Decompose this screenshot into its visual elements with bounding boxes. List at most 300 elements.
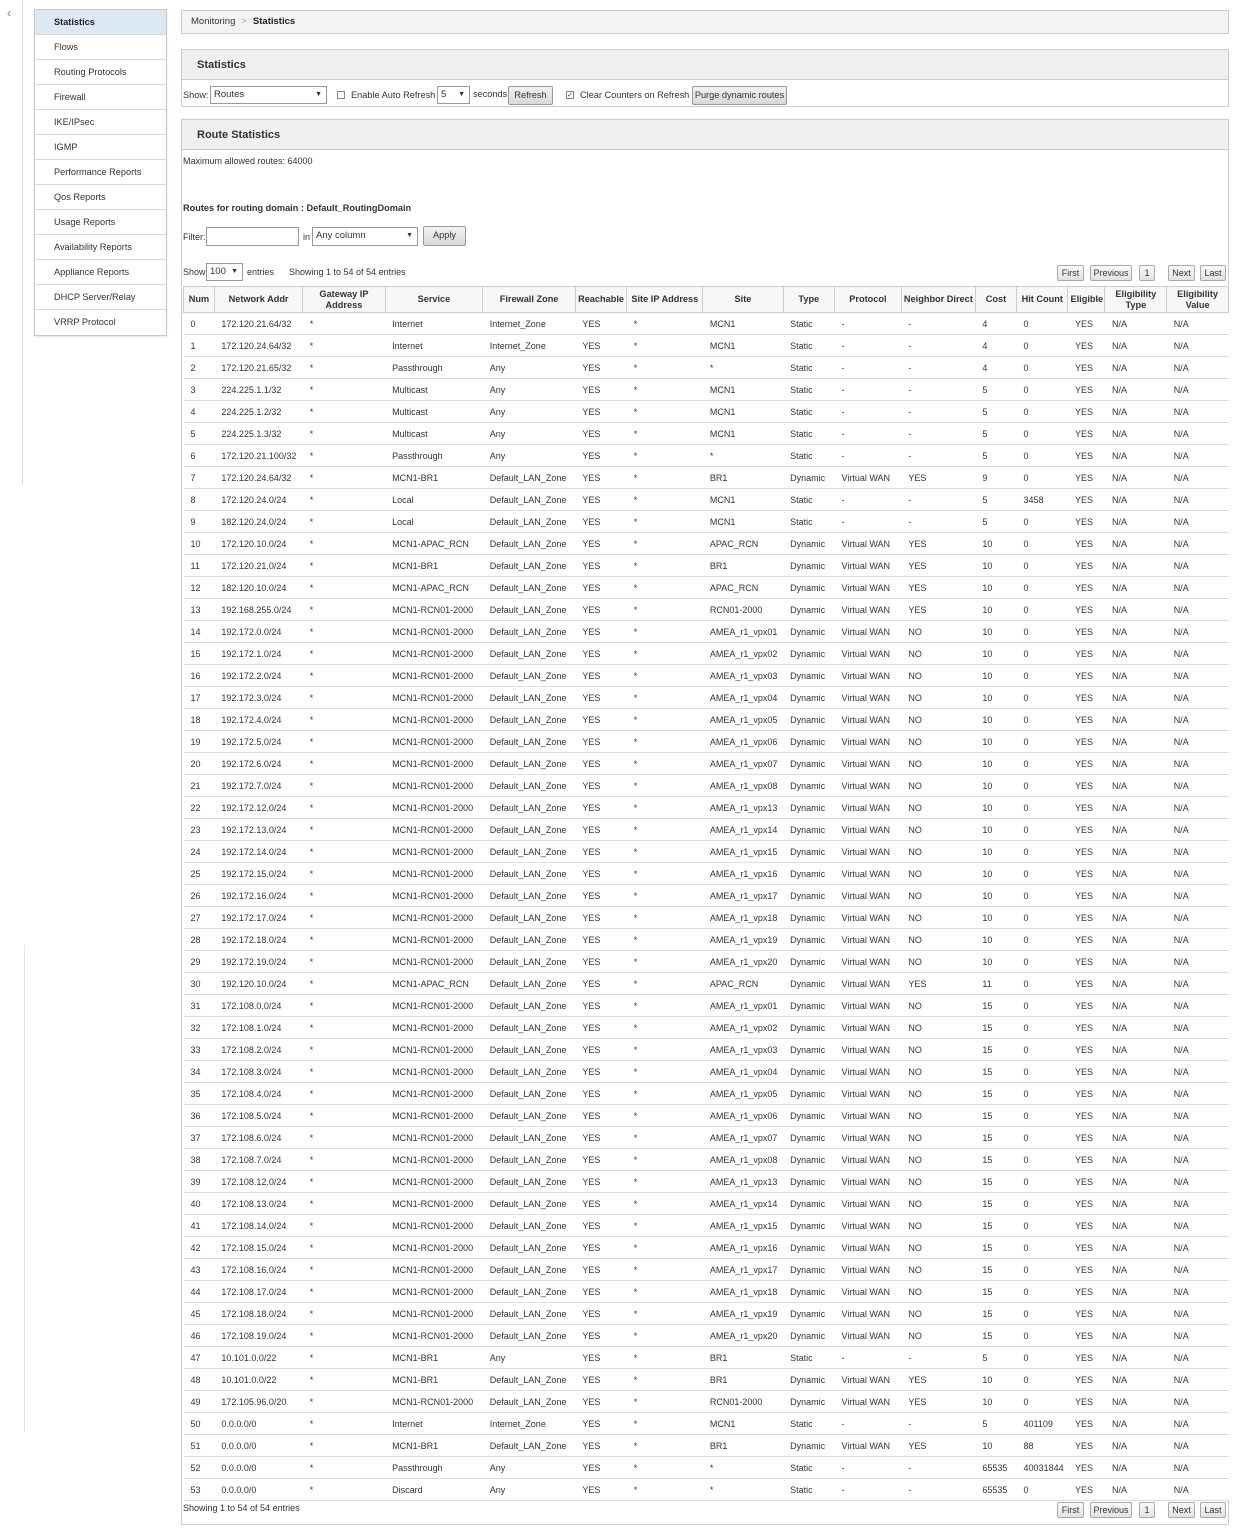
table-row[interactable]	[184, 775, 1229, 797]
table-cell: 65535	[975, 1479, 1016, 1501]
table-row[interactable]	[184, 973, 1229, 995]
table-cell: AMEA_r1_vpx02	[703, 1017, 783, 1039]
table-row[interactable]	[184, 1061, 1229, 1083]
table-row[interactable]	[184, 533, 1229, 555]
table-cell: Virtual WAN	[835, 1127, 902, 1149]
table-cell: 32	[184, 1017, 215, 1039]
table-cell: *	[627, 1127, 703, 1149]
table-row[interactable]	[184, 335, 1229, 357]
table-cell: *	[627, 1281, 703, 1303]
table-cell: Static	[783, 1347, 834, 1369]
table-cell: MCN1	[703, 335, 783, 357]
table-cell: 192.172.7.0/24	[214, 775, 302, 797]
table-cell: *	[627, 753, 703, 775]
column-header-eligibility-value[interactable]: Eligibility Value	[1167, 287, 1229, 313]
table-cell: MCN1-RCN01-2000	[385, 841, 483, 863]
sidebar-item-availability-reports[interactable]: Availability Reports	[35, 235, 166, 260]
table-row[interactable]	[184, 951, 1229, 973]
sidebar-item-performance-reports[interactable]: Performance Reports	[35, 160, 166, 185]
table-cell: 401109	[1017, 1413, 1068, 1435]
table-cell: Default_LAN_Zone	[483, 797, 576, 819]
column-header-network-addr[interactable]: Network Addr	[214, 287, 302, 313]
table-cell: *	[303, 841, 385, 863]
table-cell: 0	[1017, 445, 1068, 467]
table-cell: YES	[575, 379, 626, 401]
table-cell: MCN1-RCN01-2000	[385, 951, 483, 973]
table-cell: Dynamic	[783, 1435, 834, 1457]
table-row[interactable]	[184, 1193, 1229, 1215]
table-cell: *	[627, 401, 703, 423]
table-row[interactable]	[184, 599, 1229, 621]
table-row[interactable]	[184, 1039, 1229, 1061]
column-select[interactable]	[312, 227, 418, 246]
table-row[interactable]	[184, 511, 1229, 533]
pagination-last-button-bottom[interactable]: Last	[1200, 1502, 1226, 1518]
sidebar-item-flows[interactable]: Flows	[35, 35, 166, 60]
showing-entries-top: Showing 1 to 54 of 54 entries	[289, 267, 406, 277]
table-cell: N/A	[1105, 929, 1167, 951]
column-header-type[interactable]: Type	[783, 287, 834, 313]
table-cell: Dynamic	[783, 797, 834, 819]
table-cell: MCN1-RCN01-2000	[385, 1325, 483, 1347]
table-cell: AMEA_r1_vpx07	[703, 1127, 783, 1149]
clear-counters-label: Clear Counters on Refresh	[580, 90, 690, 100]
table-row[interactable]	[184, 1325, 1229, 1347]
filter-input[interactable]	[206, 227, 299, 246]
table-cell: 182.120.24.0/24	[214, 511, 302, 533]
sidebar-item-firewall[interactable]: Firewall	[35, 85, 166, 110]
column-header-service[interactable]: Service	[385, 287, 483, 313]
table-cell: AMEA_r1_vpx13	[703, 1171, 783, 1193]
table-cell: N/A	[1167, 1479, 1229, 1501]
clear-counters-checkbox[interactable]: ✓	[567, 92, 573, 99]
table-cell: *	[627, 643, 703, 665]
table-row[interactable]	[184, 863, 1229, 885]
table-cell: 0	[1017, 995, 1068, 1017]
table-cell: *	[303, 1039, 385, 1061]
table-cell: -	[901, 335, 975, 357]
auto-refresh-checkbox[interactable]	[337, 91, 345, 99]
breadcrumb-monitoring-link[interactable]: Monitoring	[191, 16, 236, 27]
table-row[interactable]	[184, 489, 1229, 511]
table-cell: 0	[1017, 907, 1068, 929]
table-cell: Virtual WAN	[835, 1039, 902, 1061]
table-cell: 39	[184, 1171, 215, 1193]
table-cell: Virtual WAN	[835, 1391, 902, 1413]
table-cell: N/A	[1105, 577, 1167, 599]
table-row[interactable]	[184, 1215, 1229, 1237]
table-cell: Dynamic	[783, 929, 834, 951]
table-cell: AMEA_r1_vpx20	[703, 951, 783, 973]
table-cell: Default_LAN_Zone	[483, 1391, 576, 1413]
table-row[interactable]	[184, 885, 1229, 907]
table-row[interactable]	[184, 555, 1229, 577]
table-cell: Virtual WAN	[835, 929, 902, 951]
table-cell: MCN1-RCN01-2000	[385, 1039, 483, 1061]
table-cell: *	[303, 1413, 385, 1435]
table-cell: MCN1-RCN01-2000	[385, 1083, 483, 1105]
table-row[interactable]	[184, 1413, 1229, 1435]
table-cell: Dynamic	[783, 1083, 834, 1105]
table-row[interactable]	[184, 753, 1229, 775]
table-cell: YES	[575, 973, 626, 995]
table-row[interactable]	[184, 1457, 1229, 1479]
column-header-reachable[interactable]: Reachable	[575, 287, 626, 313]
table-cell: *	[627, 1325, 703, 1347]
table-cell: Dynamic	[783, 1303, 834, 1325]
column-header-gateway-ip-address[interactable]: Gateway IP Address	[303, 287, 385, 313]
table-row[interactable]	[184, 1149, 1229, 1171]
table-cell: 0	[1017, 1303, 1068, 1325]
pagination-first-button[interactable]: First	[1057, 265, 1084, 281]
routes-table	[183, 286, 1229, 1501]
table-row[interactable]	[184, 357, 1229, 379]
table-cell: AMEA_r1_vpx16	[703, 863, 783, 885]
table-cell: N/A	[1105, 1237, 1167, 1259]
table-cell: N/A	[1167, 841, 1229, 863]
column-header-cost[interactable]: Cost	[975, 287, 1016, 313]
table-row[interactable]	[184, 1017, 1229, 1039]
table-row[interactable]	[184, 379, 1229, 401]
table-cell: NO	[901, 1281, 975, 1303]
table-cell: *	[627, 577, 703, 599]
table-cell: 0	[1017, 621, 1068, 643]
table-cell: YES	[1068, 555, 1105, 577]
table-cell: Internet	[385, 313, 483, 335]
table-cell: YES	[575, 797, 626, 819]
table-cell: Virtual WAN	[835, 621, 902, 643]
table-cell: AMEA_r1_vpx01	[703, 995, 783, 1017]
table-row[interactable]	[184, 1237, 1229, 1259]
table-cell: YES	[1068, 1039, 1105, 1061]
table-row[interactable]	[184, 1479, 1229, 1501]
table-row[interactable]	[184, 401, 1229, 423]
table-cell: *	[303, 313, 385, 335]
table-row[interactable]	[184, 1105, 1229, 1127]
table-row[interactable]	[184, 1171, 1229, 1193]
table-cell: 10	[975, 1391, 1016, 1413]
table-cell: 192.120.10.0/24	[214, 973, 302, 995]
table-cell: *	[627, 357, 703, 379]
table-cell: *	[627, 973, 703, 995]
table-cell: YES	[575, 1017, 626, 1039]
table-cell: 50	[184, 1413, 215, 1435]
table-row[interactable]	[184, 1303, 1229, 1325]
table-cell: N/A	[1105, 951, 1167, 973]
column-header-neighbor-direct[interactable]: Neighbor Direct	[901, 287, 975, 313]
table-cell: N/A	[1167, 885, 1229, 907]
entries-select-value: 100	[210, 266, 226, 277]
table-cell: Internet	[385, 335, 483, 357]
table-cell: 7	[184, 467, 215, 489]
column-header-num[interactable]: Num	[184, 287, 215, 313]
table-cell: N/A	[1167, 775, 1229, 797]
table-cell: YES	[901, 973, 975, 995]
column-header-eligibility-type[interactable]: Eligibility Type	[1105, 287, 1167, 313]
column-header-site[interactable]: Site	[703, 287, 783, 313]
table-cell: Virtual WAN	[835, 1149, 902, 1171]
table-cell: 172.108.18.0/24	[214, 1303, 302, 1325]
table-cell: 0	[1017, 1105, 1068, 1127]
table-cell: YES	[575, 335, 626, 357]
table-cell: 4	[975, 313, 1016, 335]
table-cell: N/A	[1167, 599, 1229, 621]
table-cell: Default_LAN_Zone	[483, 665, 576, 687]
column-header-protocol[interactable]: Protocol	[835, 287, 902, 313]
table-row[interactable]	[184, 643, 1229, 665]
table-cell: YES	[1068, 533, 1105, 555]
table-cell: YES	[1068, 401, 1105, 423]
table-cell: *	[303, 1237, 385, 1259]
table-cell: YES	[575, 401, 626, 423]
sidebar-item-dhcp-server-relay[interactable]: DHCP Server/Relay	[35, 285, 166, 310]
table-row[interactable]	[184, 1435, 1229, 1457]
table-cell: 0	[1017, 1171, 1068, 1193]
show-select[interactable]	[210, 86, 327, 104]
table-cell: 172.120.24.64/32	[214, 467, 302, 489]
table-cell: *	[303, 885, 385, 907]
table-cell: Default_LAN_Zone	[483, 1105, 576, 1127]
pagination-last-button[interactable]: Last	[1200, 265, 1226, 281]
pagination-page-button[interactable]: 1	[1139, 265, 1155, 281]
table-cell: 224.225.1.2/32	[214, 401, 302, 423]
apply-button[interactable]: Apply	[423, 226, 466, 246]
table-cell: *	[303, 1193, 385, 1215]
table-cell: 36	[184, 1105, 215, 1127]
table-cell: YES	[1068, 973, 1105, 995]
table-cell: 0	[1017, 973, 1068, 995]
sidebar-item-usage-reports[interactable]: Usage Reports	[35, 210, 166, 235]
table-cell: AMEA_r1_vpx03	[703, 1039, 783, 1061]
table-cell: YES	[575, 753, 626, 775]
table-cell: Dynamic	[783, 731, 834, 753]
table-cell: YES	[575, 357, 626, 379]
table-row[interactable]	[184, 445, 1229, 467]
table-cell: *	[303, 467, 385, 489]
table-cell: 53	[184, 1479, 215, 1501]
table-cell: N/A	[1167, 995, 1229, 1017]
table-cell: YES	[1068, 665, 1105, 687]
table-cell: NO	[901, 1171, 975, 1193]
table-cell: *	[303, 335, 385, 357]
table-cell: *	[627, 1479, 703, 1501]
table-row[interactable]	[184, 819, 1229, 841]
table-cell: YES	[575, 687, 626, 709]
table-cell: BR1	[703, 1435, 783, 1457]
table-cell: Default_LAN_Zone	[483, 753, 576, 775]
table-cell: Virtual WAN	[835, 555, 902, 577]
pagination-next-button[interactable]: Next	[1168, 265, 1195, 281]
table-cell: 14	[184, 621, 215, 643]
table-row[interactable]	[184, 929, 1229, 951]
table-cell: 0	[1017, 555, 1068, 577]
sidebar-item-igmp[interactable]: IGMP	[35, 135, 166, 160]
pagination-previous-button-bottom[interactable]: Previous	[1090, 1502, 1132, 1518]
table-cell: Virtual WAN	[835, 467, 902, 489]
table-cell: N/A	[1105, 489, 1167, 511]
table-cell: NO	[901, 841, 975, 863]
table-cell: YES	[575, 1391, 626, 1413]
table-cell: AMEA_r1_vpx08	[703, 775, 783, 797]
table-cell: 192.172.17.0/24	[214, 907, 302, 929]
table-row[interactable]	[184, 687, 1229, 709]
table-cell: Dynamic	[783, 1105, 834, 1127]
table-cell: YES	[1068, 1171, 1105, 1193]
table-row[interactable]	[184, 995, 1229, 1017]
table-row[interactable]	[184, 709, 1229, 731]
table-cell: -	[835, 445, 902, 467]
sidebar-item-ike-ipsec[interactable]: IKE/IPsec	[35, 110, 166, 135]
table-row[interactable]	[184, 423, 1229, 445]
sidebar-item-statistics[interactable]: Statistics	[35, 10, 166, 35]
table-cell: *	[627, 1435, 703, 1457]
table-cell: 47	[184, 1347, 215, 1369]
table-cell: Default_LAN_Zone	[483, 599, 576, 621]
sidebar-item-qos-reports[interactable]: Qos Reports	[35, 185, 166, 210]
column-header-eligible[interactable]: Eligible	[1068, 287, 1105, 313]
table-cell: Default_LAN_Zone	[483, 1237, 576, 1259]
table-cell: N/A	[1167, 863, 1229, 885]
table-cell: Dynamic	[783, 555, 834, 577]
table-row[interactable]	[184, 1347, 1229, 1369]
table-row[interactable]	[184, 621, 1229, 643]
show-entries-label: Show	[183, 267, 206, 277]
table-cell: Dynamic	[783, 1149, 834, 1171]
table-cell: N/A	[1167, 1413, 1229, 1435]
table-row[interactable]	[184, 907, 1229, 929]
table-cell: AMEA_r1_vpx15	[703, 841, 783, 863]
table-cell: 10	[975, 577, 1016, 599]
sidebar-item-appliance-reports[interactable]: Appliance Reports	[35, 260, 166, 285]
table-cell: YES	[1068, 1347, 1105, 1369]
table-cell: Virtual WAN	[835, 643, 902, 665]
table-cell: 10	[975, 929, 1016, 951]
table-cell: N/A	[1167, 1303, 1229, 1325]
refresh-interval-select[interactable]	[437, 86, 470, 104]
table-row[interactable]	[184, 731, 1229, 753]
table-cell: Virtual WAN	[835, 1325, 902, 1347]
pagination-previous-button[interactable]: Previous	[1090, 265, 1132, 281]
seconds-label: seconds	[473, 89, 508, 99]
table-cell: Dynamic	[783, 951, 834, 973]
table-cell: Dynamic	[783, 1325, 834, 1347]
table-row[interactable]	[184, 841, 1229, 863]
table-cell: YES	[1068, 423, 1105, 445]
pagination-first-button-bottom[interactable]: First	[1057, 1502, 1084, 1518]
sidebar-collapse-strip[interactable]	[0, 0, 23, 485]
table-cell: 0	[1017, 1347, 1068, 1369]
table-cell: YES	[575, 929, 626, 951]
table-cell: N/A	[1105, 467, 1167, 489]
table-row[interactable]	[184, 1369, 1229, 1391]
table-cell: YES	[575, 819, 626, 841]
table-cell: YES	[575, 1105, 626, 1127]
table-cell: NO	[901, 1149, 975, 1171]
table-cell: *	[303, 1435, 385, 1457]
table-cell: 10	[975, 907, 1016, 929]
sidebar-item-routing-protocols[interactable]: Routing Protocols	[35, 60, 166, 85]
table-cell: YES	[575, 533, 626, 555]
table-cell: YES	[901, 1391, 975, 1413]
table-cell: Dynamic	[783, 1369, 834, 1391]
table-cell: 4	[184, 401, 215, 423]
table-cell: 10	[975, 797, 1016, 819]
table-cell: *	[303, 621, 385, 643]
column-header-firewall-zone[interactable]: Firewall Zone	[483, 287, 576, 313]
breadcrumb-separator-icon: >	[241, 16, 247, 27]
table-cell: 35	[184, 1083, 215, 1105]
table-cell: 0	[1017, 731, 1068, 753]
table-cell: N/A	[1105, 599, 1167, 621]
table-cell: 0	[1017, 1193, 1068, 1215]
table-cell: MCN1-RCN01-2000	[385, 709, 483, 731]
column-header-site-ip-address[interactable]: Site IP Address	[627, 287, 703, 313]
table-cell: *	[627, 863, 703, 885]
table-cell: Virtual WAN	[835, 1215, 902, 1237]
pagination-next-button-bottom[interactable]: Next	[1168, 1502, 1195, 1518]
table-cell: NO	[901, 995, 975, 1017]
table-row[interactable]	[184, 1281, 1229, 1303]
sidebar-item-vrrp-protocol[interactable]: VRRP Protocol	[54, 317, 116, 327]
table-cell: N/A	[1105, 1435, 1167, 1457]
table-cell: MCN1-RCN01-2000	[385, 643, 483, 665]
table-cell: Default_LAN_Zone	[483, 863, 576, 885]
table-row[interactable]	[184, 1127, 1229, 1149]
table-row[interactable]	[184, 797, 1229, 819]
table-row[interactable]	[184, 1391, 1229, 1413]
table-row[interactable]	[184, 577, 1229, 599]
table-cell: YES	[575, 577, 626, 599]
pagination-page-button-bottom[interactable]: 1	[1139, 1502, 1155, 1518]
table-row[interactable]	[184, 665, 1229, 687]
table-cell: AMEA_r1_vpx05	[703, 1083, 783, 1105]
entries-select[interactable]	[206, 263, 243, 281]
table-cell: *	[303, 1083, 385, 1105]
table-cell: 0	[1017, 687, 1068, 709]
table-cell: Static	[783, 401, 834, 423]
table-cell: Default_LAN_Zone	[483, 841, 576, 863]
table-cell: 172.108.16.0/24	[214, 1259, 302, 1281]
column-header-hit-count[interactable]: Hit Count	[1017, 287, 1068, 313]
table-cell: Virtual WAN	[835, 709, 902, 731]
table-cell: 10	[975, 863, 1016, 885]
table-row[interactable]	[184, 467, 1229, 489]
table-cell: RCN01-2000	[703, 1391, 783, 1413]
purge-dynamic-routes-button[interactable]: Purge dynamic routes	[692, 86, 787, 105]
table-cell: Dynamic	[783, 1237, 834, 1259]
table-cell: Discard	[385, 1479, 483, 1501]
table-cell: YES	[901, 577, 975, 599]
table-cell: *	[703, 357, 783, 379]
table-cell: N/A	[1167, 621, 1229, 643]
table-cell: *	[303, 1149, 385, 1171]
table-cell: 0.0.0.0/0	[214, 1413, 302, 1435]
table-row[interactable]	[184, 1259, 1229, 1281]
table-row[interactable]	[184, 1083, 1229, 1105]
table-row[interactable]	[184, 313, 1229, 335]
table-cell: Virtual WAN	[835, 1061, 902, 1083]
chevron-left-icon[interactable]: ‹	[7, 6, 11, 20]
table-cell: 0	[1017, 313, 1068, 335]
table-cell: YES	[575, 995, 626, 1017]
table-cell: 15	[975, 1281, 1016, 1303]
caret-down-icon: ▼	[315, 91, 322, 98]
table-cell: 8	[184, 489, 215, 511]
table-cell: 10	[975, 731, 1016, 753]
table-cell: YES	[901, 555, 975, 577]
refresh-button[interactable]: Refresh	[508, 86, 553, 105]
table-cell: 192.172.13.0/24	[214, 819, 302, 841]
